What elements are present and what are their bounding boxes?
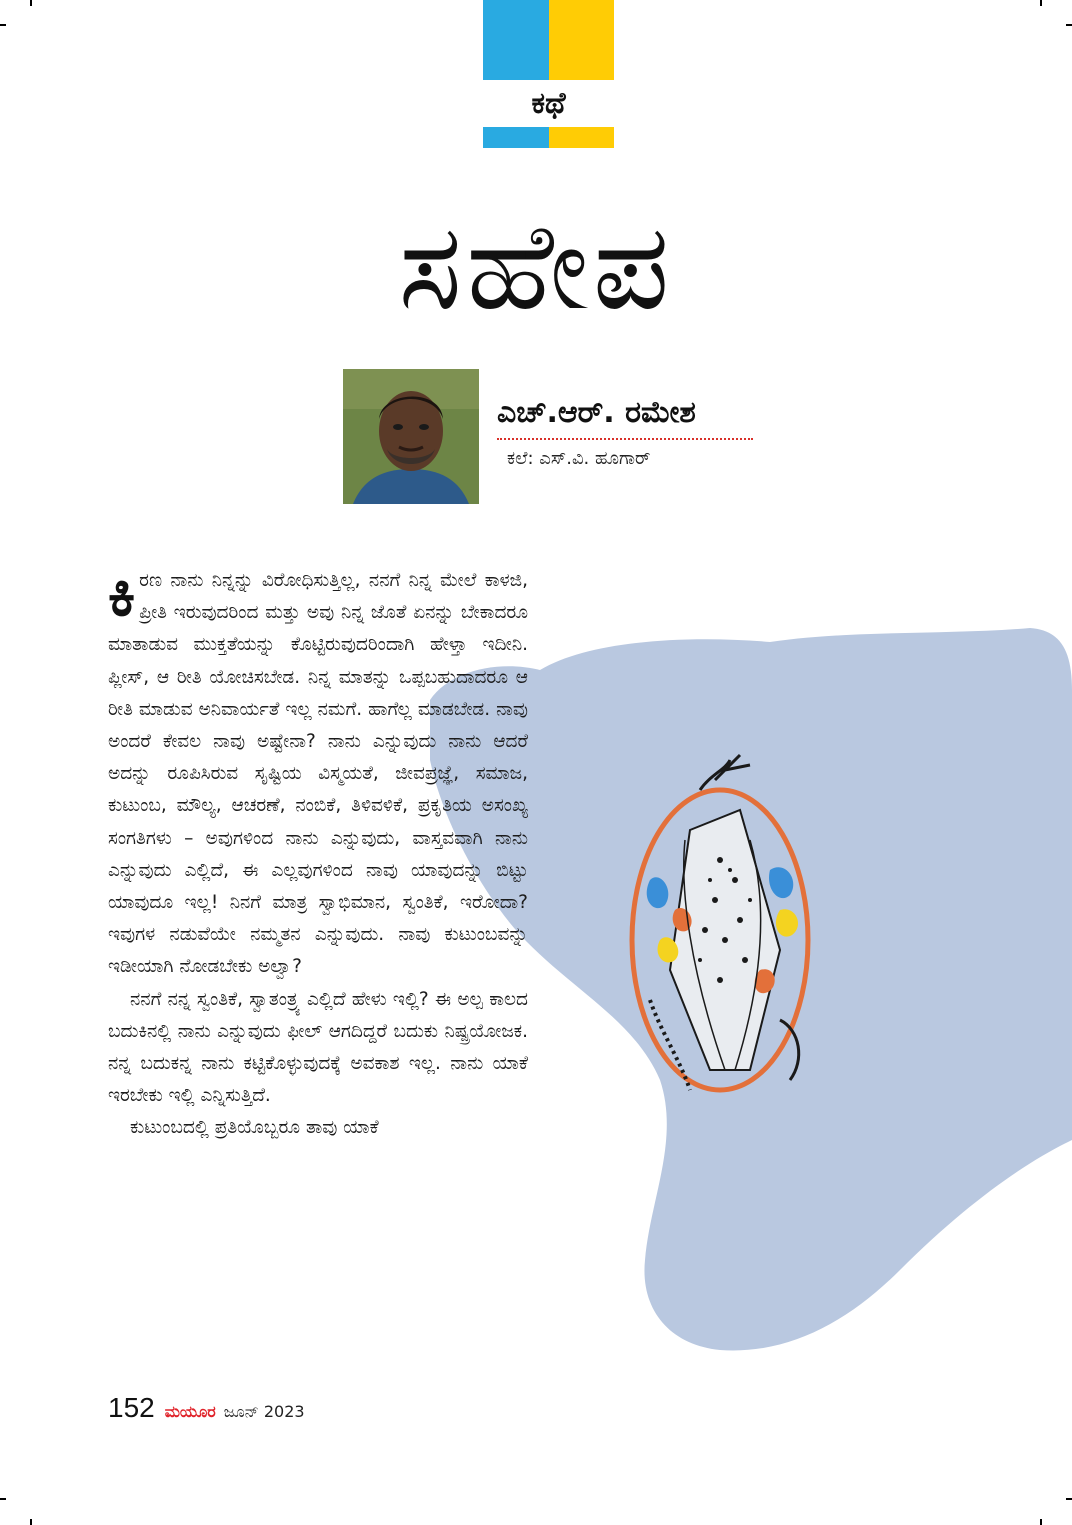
crop-mark <box>30 1519 32 1525</box>
page-number: 152 <box>108 1392 155 1423</box>
author-portrait-image <box>343 369 479 504</box>
art-credit: ಕಲೆ: ಎಸ್.ವಿ. ಹೂಗಾರ್ <box>507 448 651 469</box>
badge-blue-block <box>483 0 549 80</box>
crop-mark <box>0 24 6 26</box>
crop-mark <box>30 0 32 6</box>
crop-mark <box>1066 24 1072 26</box>
article-body <box>108 561 528 1145</box>
issue-date: ಜೂನ್ 2023 <box>223 1402 305 1421</box>
author-divider <box>497 438 753 440</box>
badge-blue-block <box>483 127 549 148</box>
badge-yellow-block <box>549 127 615 148</box>
crop-mark <box>1066 1498 1072 1500</box>
page-footer <box>108 1392 305 1432</box>
section-label: ಕಥೆ <box>531 86 566 121</box>
paragraph: ನನಗೆ ನನ್ನ ಸ್ವಂತಿಕೆ, ಸ್ವಾತಂತ್ರ್ಯ ಎಲ್ಲಿದೆ ಹೇಳು ಇಲ್ಲಿ? ಈ ಅಲ್ಪ ಕಾಲದ ಬದುಕಿನಲ್ಲಿ ನಾನು ಎನ್ನುವುದು ಫೀಲ್ ಆಗದಿದ್ದರೆ ಬದುಕು ನಿಷ್ಪ್ರಯೋಜಕ. ನನ್ನ ಬದುಕನ್ನ ನಾನು ಕಟ್ಟಿಕೊಳ್ಳುವುದಕ್ಕೆ ಅವಕಾಶ ಇಲ್ಲ. ನಾನು ಯಾಕೆ ಇರಬೇಕು ಇಲ್ಲಿ ಎನ್ನಿಸುತ್ತಿದೆ. <box>108 988 528 1107</box>
author-photo <box>343 369 479 504</box>
drop-cap: ಕಿ <box>108 561 136 629</box>
crop-mark <box>1040 1519 1042 1525</box>
section-badge-bottom <box>483 127 614 148</box>
section-badge-top <box>483 0 614 80</box>
badge-yellow-block <box>549 0 615 80</box>
magazine-logo: ಮಯೂರ <box>164 1402 216 1421</box>
story-title: ಸಹೇಪ <box>398 198 674 337</box>
author-name: ಎಚ್.ಆರ್. ರಮೇಶ <box>497 395 696 430</box>
crop-mark <box>0 1498 6 1500</box>
crop-mark <box>1040 0 1042 6</box>
paragraph <box>108 561 528 984</box>
paragraph: ಕುಟುಂಬದಲ್ಲಿ ಪ್ರತಿಯೊಬ್ಬರೂ ತಾವು ಯಾಕೆ <box>130 1117 379 1139</box>
paragraph-text: ರಣ ನಾನು ನಿನ್ನನ್ನು ವಿರೋಧಿಸುತ್ತಿಲ್ಲ, ನನಗೆ ನಿನ್ನ ಮೇಲೆ ಕಾಳಜಿ, ಪ್ರೀತಿ ಇರುವುದರಿಂದ ಮತ್ತು ಅವು ನಿನ್ನ ಜೊತೆ ಏನನ್ನು ಬೇಕಾದರೂ ಮಾತಾಡುವ ಮುಕ್ತತೆಯನ್ನು ಕೊಟ್ಟಿರುವುದರಿಂದಾಗಿ ಹೇಳ್ತಾ ಇದೀನಿ. ಪ್ಲೀಸ್, ಆ ರೀತಿ ಯೋಚಿಸಬೇಡ. ನಿನ್ನ ಮಾತನ್ನು ಒಪ್ಪಬಹುದಾದರೂ ಆ ರೀತಿ ಮಾಡುವ ಅನಿವಾರ್ಯತೆ ಇಲ್ಲ ನಮಗೆ. ಹಾಗೆಲ್ಲ ಮಾಡಬೇಡ. ನಾವು ಅಂದರೆ ಕೇವಲ ನಾವು ಅಷ್ಟೇನಾ? ನಾನು ಎನ್ನುವುದು ನಾನು ಆದರೆ ಅದನ್ನು ರೂಪಿಸಿರುವ ಸೃಷ್ಟಿಯ ವಿಸ್ಮಯತೆ, ಜೀವಪ್ರಜ್ಞೆ, ಸಮಾಜ, ಕುಟುಂಬ, ಮೌಲ್ಯ, ಆಚರಣೆ, ನಂಬಿಕೆ, ತಿಳಿವಳಿಕೆ, ಪ್ರಕೃತಿಯ ಅಸಂಖ್ಯ ಸಂಗತಿಗಳು – ಅವುಗಳಿಂದ ನಾನು ಎನ್ನುವುದು, ವಾಸ್ತವವಾಗಿ ನಾನು ಎನ್ನುವುದು ಎಲ್ಲಿದೆ, ಈ ಎಲ್ಲವುಗಳಿಂದ ನಾವು ಯಾವುದನ್ನು ಬಿಟ್ಟು ಯಾವುದೂ ಇಲ್ಲ! ನಿನಗೆ ಮಾತ್ರ ಸ್ವಾಭಿಮಾನ, ಸ್ವಂತಿಕೆ, ಇರೋದಾ? ಇವುಗಳ ನಡುವೆಯೇ ನಮ್ಮತನ ಎನ್ನುವುದು. ನಾವು ಕುಟುಂಬವನ್ನು ಇಡೀಯಾಗಿ ನೋಡಬೇಕು ಅಲ್ವಾ? <box>108 570 528 978</box>
